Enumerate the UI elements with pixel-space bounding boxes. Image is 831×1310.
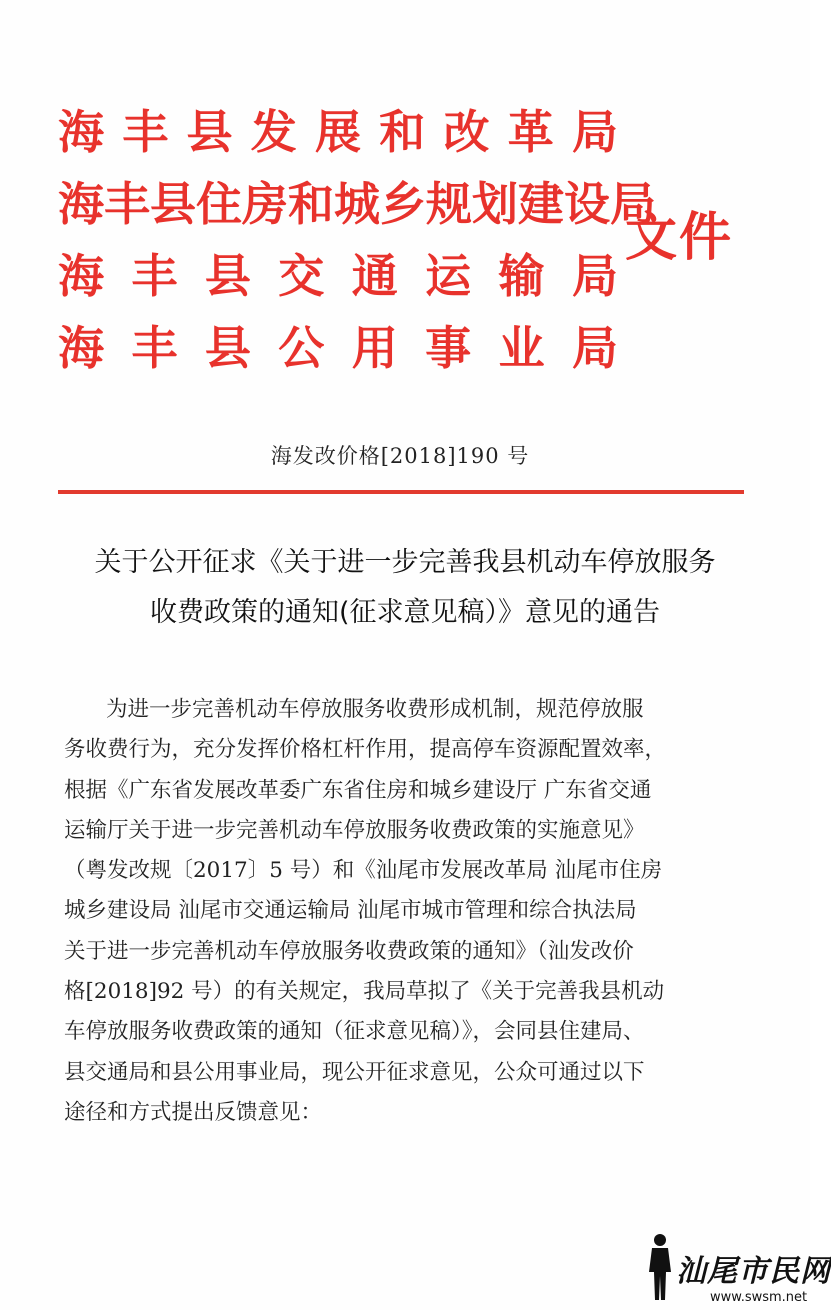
issuer-char: 丰	[122, 105, 169, 159]
body-line: 县交通局和县公用事业局，现公开征求意见，公众可通过以下	[64, 1059, 645, 1085]
issuer-char: 业	[498, 321, 545, 375]
issuer-char: 丰	[104, 177, 150, 231]
issuer-char: 划	[472, 177, 518, 231]
body-line: 途径和方式提出反馈意见：	[64, 1099, 323, 1125]
issuer-char: 海	[58, 105, 104, 159]
notice-title-line-1: 关于公开征求《关于进一步完善我县机动车停放服务	[94, 547, 716, 578]
issuer-char: 建	[518, 177, 564, 231]
issuer-char: 运	[425, 249, 472, 303]
issuer-char: 海	[58, 177, 104, 231]
document-number: 海发改价格[2018]190 号	[270, 444, 530, 468]
issuer-char: 规	[426, 177, 472, 231]
watermark-url: www.swsm.net	[710, 1290, 808, 1305]
issuer-char: 县	[186, 105, 233, 159]
issuer-char: 乡	[380, 177, 426, 231]
issuer-char: 公	[278, 321, 325, 375]
body-line: 车停放服务收费政策的通知（征求意见稿）》，会同县住建局、	[64, 1019, 645, 1045]
issuer-char: 革	[507, 105, 554, 159]
issuer-char: 房	[242, 177, 288, 231]
issuer-char: 和	[379, 105, 426, 159]
body-line: （粤发改规〔2017〕5 号）和《汕尾市发展改革局 汕尾市住房	[64, 858, 663, 884]
issuer-char: 输	[498, 249, 545, 303]
issuer-char: 发	[250, 105, 297, 159]
issuer-char: 住	[196, 177, 242, 231]
body-line: 城乡建设局 汕尾市交通运输局 汕尾市城市管理和综合执法局	[64, 898, 637, 924]
issuer-char: 展	[315, 105, 361, 159]
issuer-char: 交	[278, 249, 325, 303]
person-silhouette-icon	[640, 1232, 680, 1302]
site-watermark	[640, 1232, 831, 1310]
issuer-char: 局	[572, 105, 618, 159]
notice-body	[64, 690, 754, 1133]
issuer-char: 设	[564, 177, 610, 231]
issuer-char: 丰	[131, 249, 178, 303]
issuer-transport	[58, 240, 618, 312]
red-divider-rule	[58, 490, 744, 494]
issuer-public-utilities	[58, 312, 618, 384]
watermark-logo-text: 汕尾市民网	[676, 1254, 831, 1289]
issuer-char: 县	[150, 177, 196, 231]
issuer-char: 局	[571, 249, 618, 303]
issuer-char: 改	[443, 105, 490, 159]
issuer-development-reform	[58, 96, 618, 168]
body-line: 关于进一步完善机动车停放服务收费政策的通知》（汕发改价	[64, 938, 634, 964]
issuer-char: 县	[204, 321, 251, 375]
issuer-char: 用	[351, 321, 398, 375]
issuer-char: 县	[204, 249, 251, 303]
body-line: 为进一步完善机动车停放服务收费形成机制，规范停放服	[106, 697, 644, 722]
issuer-char: 事	[425, 321, 472, 375]
issuer-char: 城	[334, 177, 380, 231]
document-suffix: 文件	[625, 208, 734, 268]
issuer-char: 和	[288, 177, 334, 231]
issuer-char: 丰	[131, 321, 178, 375]
issuer-char: 局	[571, 321, 618, 375]
issuer-list	[58, 96, 656, 384]
body-line: 运输厅关于进一步完善机动车停放服务收费政策的实施意见》	[64, 817, 645, 843]
issuer-char: 海	[58, 249, 104, 303]
notice-title-line-2: 收费政策的通知(征求意见稿）》意见的通告	[149, 597, 661, 628]
issuer-housing-planning	[58, 168, 656, 240]
issuer-char: 局	[610, 177, 656, 231]
body-line: 务收费行为，充分发挥价格杠杆作用，提高停车资源配置效率，	[64, 737, 667, 763]
issuer-char: 海	[58, 321, 104, 375]
body-line: 根据《广东省发展改革委广东省住房和城乡建设厅 广东省交通	[64, 777, 652, 803]
issuer-char: 通	[351, 249, 398, 303]
body-line: 格[2018]92 号）的有关规定，我局草拟了《关于完善我县机动	[64, 979, 665, 1005]
notice-title	[40, 538, 770, 638]
